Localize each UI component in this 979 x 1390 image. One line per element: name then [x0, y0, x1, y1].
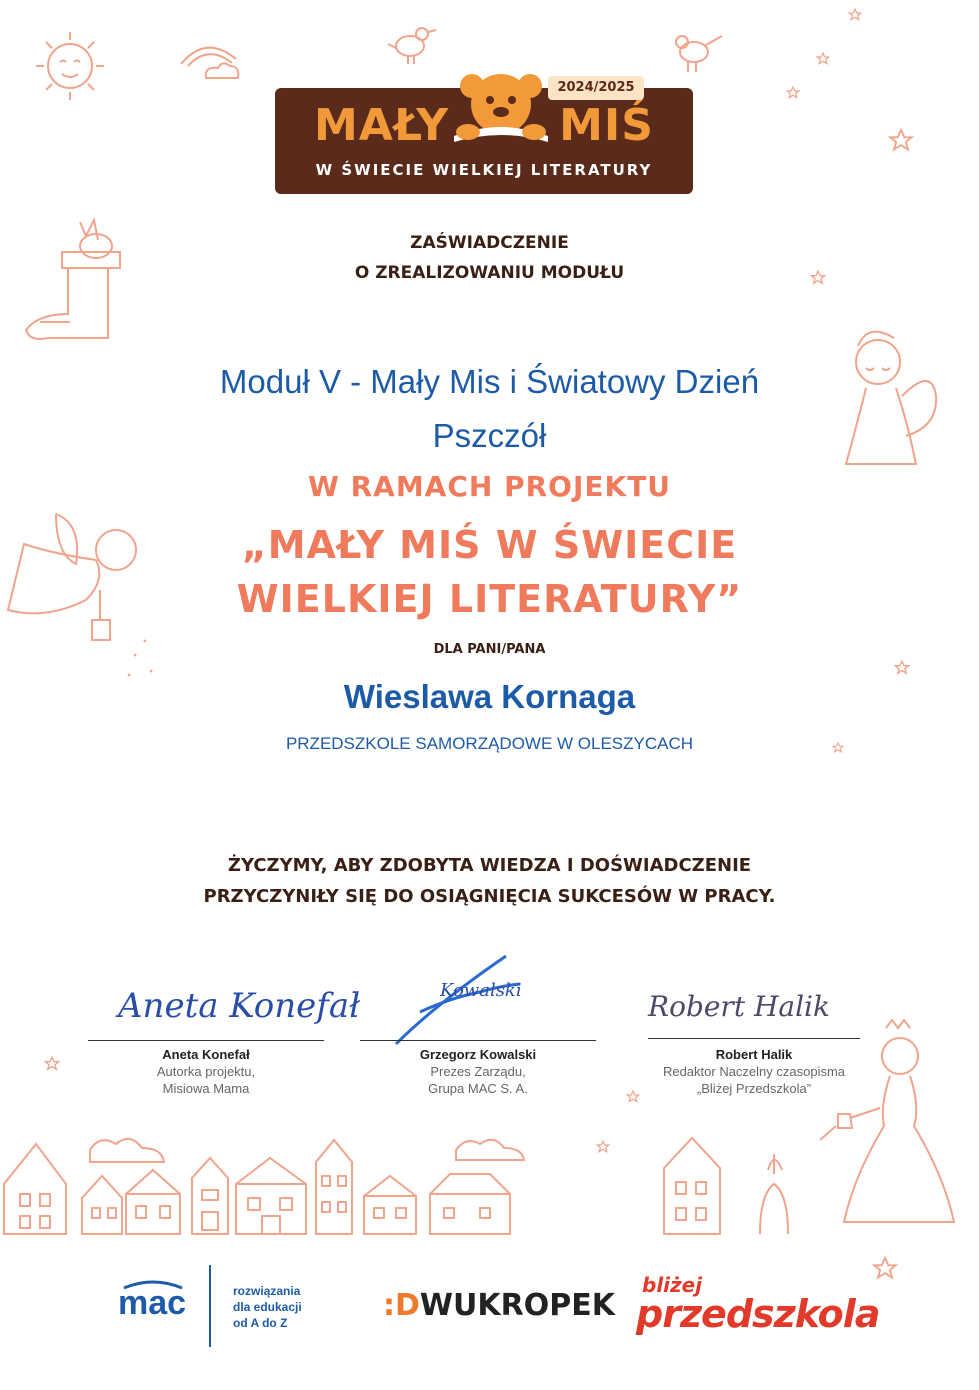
mac-tagline: [233, 1283, 302, 1331]
year-badge: 2024/2025: [548, 76, 644, 100]
wish-text: [0, 850, 979, 912]
signer-name-1: Aneta Konefał: [162, 1047, 250, 1062]
project-name: [0, 518, 979, 626]
town-houses-doodle-icon: [0, 1120, 820, 1245]
signer-role-1-line-1: Autorka projektu,: [156, 1064, 256, 1079]
signer-role-1-line-2: Misiowa Mama: [162, 1081, 250, 1096]
project-name-line-1: „MAŁY MIŚ W ŚWIECIE: [241, 523, 738, 567]
star-icon: [44, 1056, 60, 1072]
signer-name-3: Robert Halik: [715, 1047, 793, 1062]
mac-divider: [209, 1265, 211, 1347]
module-title: [0, 355, 979, 463]
star-icon: [596, 1140, 610, 1154]
mac-tagline-line-3: od A do Z: [233, 1316, 288, 1330]
heading-line-2: O ZREALIZOWANIU MODUŁU: [354, 263, 625, 283]
signer-name-2: Grzegorz Kowalski: [419, 1047, 537, 1062]
signature-handwriting-3: Robert Halik: [648, 990, 830, 1023]
recipient-name: Wieslawa Kornaga: [343, 678, 636, 715]
star-icon: [786, 86, 800, 100]
signer-role-3-line-1: Redaktor Naczelny czasopisma: [662, 1064, 846, 1079]
mac-logo: mac: [118, 1284, 187, 1322]
blizej-przedszkola-logo-top: bliżej: [642, 1273, 703, 1297]
signature-handwriting-1: Aneta Konefał: [118, 986, 361, 1026]
recipient-prefix: DLA PANI/PANA: [433, 642, 546, 657]
dwukropek-mark: :D: [383, 1288, 420, 1323]
star-icon: [894, 660, 910, 676]
bird-doodle-icon: [668, 24, 728, 76]
signer-role-3-line-2: „Bliżej Przedszkola”: [696, 1081, 812, 1096]
logo-title-right: MIŚ: [559, 100, 654, 151]
signer-role-1: [88, 1063, 324, 1097]
logo-title-left: MAŁY: [314, 100, 450, 151]
star-icon: [872, 1256, 898, 1282]
dwukropek-logo: [383, 1288, 615, 1323]
mac-tagline-line-1: rozwiązania: [233, 1284, 301, 1298]
recipient-institution: PRZEDSZKOLE SAMORZĄDOWE W OLESZYCACH: [285, 734, 694, 753]
project-name-line-2: WIELKIEJ LITERATURY”: [236, 577, 743, 621]
dwukropek-text: WUKROPEK: [419, 1288, 615, 1323]
signature-line-2: [360, 1040, 596, 1041]
certificate-heading: [0, 228, 979, 288]
bear-reading-icon: [446, 66, 556, 148]
sun-doodle-icon: [22, 24, 118, 108]
signature-handwriting-2: Kowalski: [440, 980, 522, 1001]
module-title-line-1: Moduł V - Mały Mis i Światowy Dzień: [219, 363, 760, 400]
project-intro: W RAMACH PROJEKTU: [307, 470, 672, 503]
star-icon: [888, 128, 914, 154]
blizej-przedszkola-logo-bottom: przedszkola: [636, 1292, 880, 1336]
signer-role-2-line-2: Grupa MAC S. A.: [428, 1081, 528, 1096]
mac-tagline-line-2: dla edukacji: [233, 1300, 302, 1314]
signer-role-2-line-1: Prezes Zarządu,: [430, 1064, 526, 1079]
wish-line-2: PRZYCZYNIŁY SIĘ DO OSIĄGNIĘCIA SUKCESÓW W PRACY.: [203, 886, 776, 907]
bird-doodle-icon: [386, 18, 442, 66]
signer-role-2: [360, 1063, 596, 1097]
rainbow-cloud-icon: [176, 34, 246, 84]
module-title-line-2: Pszczół: [432, 417, 547, 454]
signature-line-3: [648, 1038, 860, 1039]
star-icon: [848, 8, 862, 22]
star-icon: [816, 52, 830, 66]
logo-subtitle: W ŚWIECIE WIELKIEJ LITERATURY: [315, 161, 653, 179]
signer-role-3: [634, 1063, 874, 1097]
signature-line-1: [88, 1040, 324, 1041]
wish-line-1: ŻYCZYMY, ABY ZDOBYTA WIEDZA I DOŚWIADCZENIE: [227, 855, 752, 876]
heading-line-1: ZAŚWIADCZENIE: [410, 233, 569, 253]
